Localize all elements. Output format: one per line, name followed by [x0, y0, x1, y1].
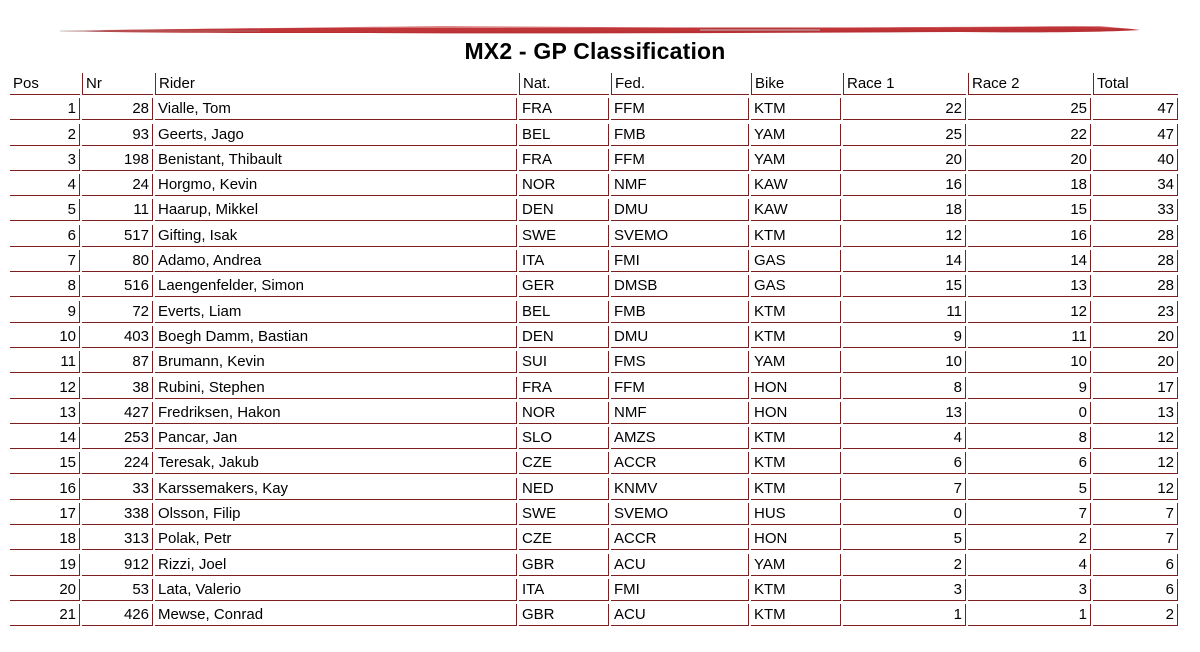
cell-fed: NMF — [611, 174, 749, 196]
cell-total: 17 — [1093, 377, 1178, 399]
cell-race1: 15 — [843, 275, 966, 297]
column-header-bike: Bike — [751, 73, 841, 95]
cell-rider: Rizzi, Joel — [155, 554, 517, 576]
table-row — [10, 503, 1178, 528]
cell-total: 13 — [1093, 402, 1178, 424]
column-header-nat: Nat. — [519, 73, 609, 95]
cell-total: 7 — [1093, 503, 1178, 525]
cell-rider: Mewse, Conrad — [155, 604, 517, 626]
cell-nr: 24 — [82, 174, 153, 196]
cell-rider: Benistant, Thibault — [155, 149, 517, 171]
cell-race1: 20 — [843, 149, 966, 171]
cell-nat: NED — [519, 478, 609, 500]
table-row — [10, 149, 1178, 174]
cell-nr: 38 — [82, 377, 153, 399]
cell-fed: SVEMO — [611, 225, 749, 247]
cell-rider: Rubini, Stephen — [155, 377, 517, 399]
cell-pos: 17 — [10, 503, 80, 525]
cell-bike: KTM — [751, 604, 841, 626]
cell-rider: Boegh Damm, Bastian — [155, 326, 517, 348]
cell-fed: AMZS — [611, 427, 749, 449]
cell-rider: Geerts, Jago — [155, 124, 517, 146]
cell-race2: 14 — [968, 250, 1091, 272]
cell-pos: 9 — [10, 301, 80, 323]
cell-pos: 1 — [10, 98, 80, 120]
cell-total: 20 — [1093, 326, 1178, 348]
column-header-fed: Fed. — [611, 73, 749, 95]
column-header-race1: Race 1 — [843, 73, 966, 95]
cell-fed: FMB — [611, 301, 749, 323]
cell-nat: SWE — [519, 503, 609, 525]
cell-race1: 3 — [843, 579, 966, 601]
table-row — [10, 377, 1178, 402]
cell-race2: 22 — [968, 124, 1091, 146]
cell-nr: 403 — [82, 326, 153, 348]
cell-bike: KTM — [751, 326, 841, 348]
cell-bike: GAS — [751, 250, 841, 272]
cell-bike: KTM — [751, 579, 841, 601]
cell-fed: DMSB — [611, 275, 749, 297]
cell-pos: 5 — [10, 199, 80, 221]
cell-race2: 7 — [968, 503, 1091, 525]
cell-nr: 253 — [82, 427, 153, 449]
cell-race1: 5 — [843, 528, 966, 550]
cell-pos: 20 — [10, 579, 80, 601]
table-row — [10, 301, 1178, 326]
cell-race1: 1 — [843, 604, 966, 626]
cell-race2: 8 — [968, 427, 1091, 449]
cell-nat: NOR — [519, 174, 609, 196]
table-row — [10, 98, 1178, 123]
table-header-row — [10, 73, 1178, 98]
cell-total: 6 — [1093, 579, 1178, 601]
cell-total: 33 — [1093, 199, 1178, 221]
table-row — [10, 199, 1178, 224]
cell-nat: BEL — [519, 124, 609, 146]
cell-nat: NOR — [519, 402, 609, 424]
cell-fed: FMI — [611, 579, 749, 601]
cell-rider: Karssemakers, Kay — [155, 478, 517, 500]
cell-race1: 0 — [843, 503, 966, 525]
cell-total: 40 — [1093, 149, 1178, 171]
cell-pos: 6 — [10, 225, 80, 247]
cell-pos: 2 — [10, 124, 80, 146]
cell-nat: ITA — [519, 250, 609, 272]
cell-pos: 11 — [10, 351, 80, 373]
cell-bike: KAW — [751, 174, 841, 196]
cell-bike: YAM — [751, 554, 841, 576]
cell-total: 12 — [1093, 478, 1178, 500]
cell-total: 28 — [1093, 275, 1178, 297]
cell-nr: 224 — [82, 452, 153, 474]
cell-fed: FFM — [611, 377, 749, 399]
cell-fed: DMU — [611, 326, 749, 348]
cell-race2: 13 — [968, 275, 1091, 297]
cell-pos: 10 — [10, 326, 80, 348]
cell-rider: Adamo, Andrea — [155, 250, 517, 272]
cell-total: 12 — [1093, 452, 1178, 474]
cell-fed: SVEMO — [611, 503, 749, 525]
cell-total: 6 — [1093, 554, 1178, 576]
table-row — [10, 478, 1178, 503]
cell-nat: FRA — [519, 149, 609, 171]
cell-bike: HON — [751, 402, 841, 424]
cell-pos: 4 — [10, 174, 80, 196]
table-row — [10, 250, 1178, 275]
cell-fed: KNMV — [611, 478, 749, 500]
cell-rider: Polak, Petr — [155, 528, 517, 550]
cell-rider: Haarup, Mikkel — [155, 199, 517, 221]
cell-rider: Gifting, Isak — [155, 225, 517, 247]
cell-bike: KTM — [751, 225, 841, 247]
cell-fed: FFM — [611, 149, 749, 171]
cell-race2: 10 — [968, 351, 1091, 373]
cell-nat: FRA — [519, 98, 609, 120]
table-row — [10, 402, 1178, 427]
cell-nat: BEL — [519, 301, 609, 323]
cell-total: 23 — [1093, 301, 1178, 323]
cell-nat: ITA — [519, 579, 609, 601]
table-row — [10, 326, 1178, 351]
table-row — [10, 604, 1178, 629]
classification-table — [10, 73, 1178, 630]
column-header-nr: Nr — [82, 73, 153, 95]
cell-fed: FMI — [611, 250, 749, 272]
cell-race1: 12 — [843, 225, 966, 247]
cell-bike: YAM — [751, 149, 841, 171]
cell-race1: 11 — [843, 301, 966, 323]
cell-race2: 20 — [968, 149, 1091, 171]
cell-pos: 13 — [10, 402, 80, 424]
table-row — [10, 579, 1178, 604]
column-header-total: Total — [1093, 73, 1178, 95]
cell-nat: GER — [519, 275, 609, 297]
cell-race2: 12 — [968, 301, 1091, 323]
cell-race2: 1 — [968, 604, 1091, 626]
cell-fed: ACU — [611, 554, 749, 576]
cell-race1: 10 — [843, 351, 966, 373]
page-title: MX2 - GP Classification — [464, 38, 726, 64]
cell-nr: 198 — [82, 149, 153, 171]
cell-nat: SUI — [519, 351, 609, 373]
brush-stroke-banner — [60, 22, 1140, 38]
cell-pos: 12 — [10, 377, 80, 399]
cell-bike: KAW — [751, 199, 841, 221]
cell-rider: Pancar, Jan — [155, 427, 517, 449]
cell-nr: 87 — [82, 351, 153, 373]
cell-nr: 28 — [82, 98, 153, 120]
cell-rider: Olsson, Filip — [155, 503, 517, 525]
cell-race2: 16 — [968, 225, 1091, 247]
cell-nat: DEN — [519, 199, 609, 221]
cell-nr: 338 — [82, 503, 153, 525]
cell-total: 28 — [1093, 225, 1178, 247]
cell-pos: 7 — [10, 250, 80, 272]
cell-nat: CZE — [519, 452, 609, 474]
cell-nr: 53 — [82, 579, 153, 601]
cell-rider: Laengenfelder, Simon — [155, 275, 517, 297]
cell-bike: HON — [751, 377, 841, 399]
cell-race2: 18 — [968, 174, 1091, 196]
cell-nr: 72 — [82, 301, 153, 323]
cell-race1: 22 — [843, 98, 966, 120]
cell-race1: 9 — [843, 326, 966, 348]
cell-nat: CZE — [519, 528, 609, 550]
cell-nr: 517 — [82, 225, 153, 247]
cell-fed: FMB — [611, 124, 749, 146]
cell-nr: 93 — [82, 124, 153, 146]
cell-bike: YAM — [751, 124, 841, 146]
cell-pos: 8 — [10, 275, 80, 297]
cell-race2: 15 — [968, 199, 1091, 221]
cell-nat: GBR — [519, 554, 609, 576]
cell-nat: FRA — [519, 377, 609, 399]
cell-race1: 2 — [843, 554, 966, 576]
cell-race2: 25 — [968, 98, 1091, 120]
cell-rider: Fredriksen, Hakon — [155, 402, 517, 424]
cell-pos: 3 — [10, 149, 80, 171]
cell-total: 34 — [1093, 174, 1178, 196]
cell-race2: 9 — [968, 377, 1091, 399]
cell-bike: KTM — [751, 427, 841, 449]
table-body — [10, 98, 1178, 629]
cell-race1: 4 — [843, 427, 966, 449]
cell-nat: SLO — [519, 427, 609, 449]
cell-total: 47 — [1093, 98, 1178, 120]
column-header-race2: Race 2 — [968, 73, 1091, 95]
cell-race2: 5 — [968, 478, 1091, 500]
cell-fed: FMS — [611, 351, 749, 373]
cell-nr: 313 — [82, 528, 153, 550]
cell-rider: Teresak, Jakub — [155, 452, 517, 474]
cell-race2: 6 — [968, 452, 1091, 474]
cell-total: 47 — [1093, 124, 1178, 146]
cell-bike: KTM — [751, 452, 841, 474]
cell-rider: Horgmo, Kevin — [155, 174, 517, 196]
cell-nr: 426 — [82, 604, 153, 626]
cell-bike: HUS — [751, 503, 841, 525]
cell-bike: KTM — [751, 98, 841, 120]
cell-rider: Brumann, Kevin — [155, 351, 517, 373]
cell-nr: 912 — [82, 554, 153, 576]
cell-pos: 15 — [10, 452, 80, 474]
cell-pos: 14 — [10, 427, 80, 449]
cell-fed: FFM — [611, 98, 749, 120]
cell-nr: 516 — [82, 275, 153, 297]
cell-total: 12 — [1093, 427, 1178, 449]
cell-race1: 6 — [843, 452, 966, 474]
cell-nat: GBR — [519, 604, 609, 626]
cell-pos: 18 — [10, 528, 80, 550]
cell-race2: 11 — [968, 326, 1091, 348]
cell-pos: 16 — [10, 478, 80, 500]
table-row — [10, 427, 1178, 452]
cell-race1: 16 — [843, 174, 966, 196]
table-row — [10, 528, 1178, 553]
cell-fed: ACCR — [611, 452, 749, 474]
cell-nr: 80 — [82, 250, 153, 272]
cell-rider: Everts, Liam — [155, 301, 517, 323]
cell-race1: 18 — [843, 199, 966, 221]
table-row — [10, 174, 1178, 199]
cell-race2: 3 — [968, 579, 1091, 601]
cell-rider: Lata, Valerio — [155, 579, 517, 601]
table-row — [10, 351, 1178, 376]
table-row — [10, 452, 1178, 477]
cell-race2: 4 — [968, 554, 1091, 576]
cell-total: 28 — [1093, 250, 1178, 272]
cell-race1: 14 — [843, 250, 966, 272]
cell-bike: HON — [751, 528, 841, 550]
table-row — [10, 275, 1178, 300]
cell-race1: 25 — [843, 124, 966, 146]
cell-race2: 0 — [968, 402, 1091, 424]
cell-nr: 33 — [82, 478, 153, 500]
column-header-rider: Rider — [155, 73, 517, 95]
cell-nr: 11 — [82, 199, 153, 221]
cell-pos: 21 — [10, 604, 80, 626]
cell-nat: DEN — [519, 326, 609, 348]
column-header-pos: Pos — [10, 73, 80, 95]
cell-fed: ACCR — [611, 528, 749, 550]
cell-race1: 7 — [843, 478, 966, 500]
cell-fed: NMF — [611, 402, 749, 424]
table-row — [10, 124, 1178, 149]
cell-bike: GAS — [751, 275, 841, 297]
cell-bike: YAM — [751, 351, 841, 373]
cell-total: 2 — [1093, 604, 1178, 626]
cell-race1: 8 — [843, 377, 966, 399]
cell-nat: SWE — [519, 225, 609, 247]
cell-nr: 427 — [82, 402, 153, 424]
cell-rider: Vialle, Tom — [155, 98, 517, 120]
cell-total: 7 — [1093, 528, 1178, 550]
table-row — [10, 554, 1178, 579]
table-row — [10, 225, 1178, 250]
cell-fed: DMU — [611, 199, 749, 221]
cell-fed: ACU — [611, 604, 749, 626]
cell-race2: 2 — [968, 528, 1091, 550]
cell-bike: KTM — [751, 301, 841, 323]
cell-race1: 13 — [843, 402, 966, 424]
cell-pos: 19 — [10, 554, 80, 576]
cell-total: 20 — [1093, 351, 1178, 373]
cell-bike: KTM — [751, 478, 841, 500]
